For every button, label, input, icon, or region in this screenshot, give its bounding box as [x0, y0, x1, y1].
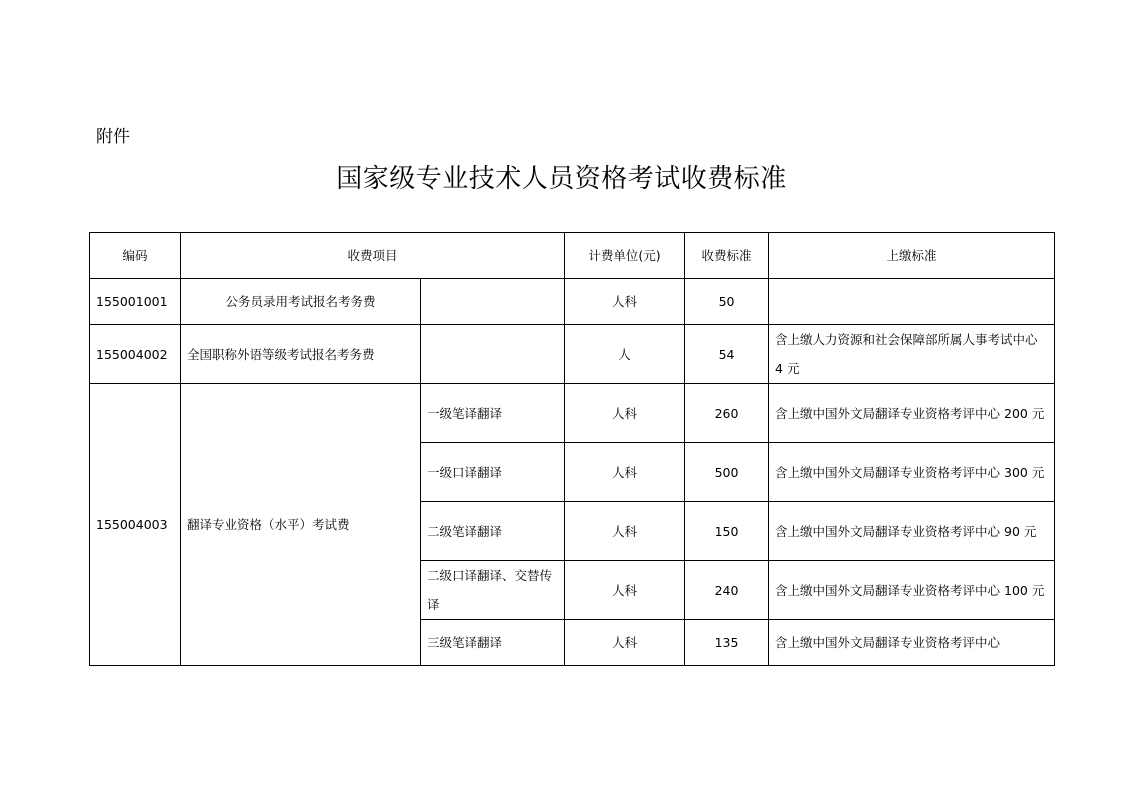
cell-unit: 人 [565, 325, 685, 384]
cell-subitem: 二级口译翻译、交替传译 [421, 561, 565, 620]
cell-standard: 500 [685, 443, 769, 502]
fee-table [89, 232, 1055, 666]
cell-unit: 人科 [565, 502, 685, 561]
cell-code: 155004003 [90, 384, 181, 666]
cell-unit: 人科 [565, 384, 685, 443]
table-row [90, 325, 1055, 384]
page-title: 国家级专业技术人员资格考试收费标准 [336, 164, 787, 194]
header-code: 编码 [90, 233, 181, 279]
cell-remit: 含上缴中国外文局翻译专业资格考评中心 90 元 [769, 502, 1055, 561]
cell-remit: 含上缴中国外文局翻译专业资格考评中心 [769, 620, 1055, 666]
header-unit: 计费单位(元) [565, 233, 685, 279]
cell-subitem: 三级笔译翻译 [421, 620, 565, 666]
cell-standard: 260 [685, 384, 769, 443]
cell-item: 公务员录用考试报名考务费 [181, 279, 421, 325]
cell-remit: 含上缴中国外文局翻译专业资格考评中心 100 元 [769, 561, 1055, 620]
attachment-label: 附件 [96, 127, 130, 147]
cell-subitem: 二级笔译翻译 [421, 502, 565, 561]
cell-unit: 人科 [565, 443, 685, 502]
cell-subitem: 一级笔译翻译 [421, 384, 565, 443]
cell-unit: 人科 [565, 561, 685, 620]
cell-code: 155001001 [90, 279, 181, 325]
table-row [90, 279, 1055, 325]
cell-standard: 135 [685, 620, 769, 666]
cell-remit: 含上缴中国外文局翻译专业资格考评中心 300 元 [769, 443, 1055, 502]
cell-unit: 人科 [565, 620, 685, 666]
cell-standard: 150 [685, 502, 769, 561]
cell-remit: 含上缴人力资源和社会保障部所属人事考试中心 4 元 [769, 325, 1055, 384]
cell-subitem: 一级口译翻译 [421, 443, 565, 502]
cell-item: 翻译专业资格（水平）考试费 [181, 384, 421, 666]
header-item: 收费项目 [181, 233, 565, 279]
cell-standard: 54 [685, 325, 769, 384]
cell-subitem [421, 325, 565, 384]
header-remit: 上缴标准 [769, 233, 1055, 279]
header-standard: 收费标准 [685, 233, 769, 279]
cell-standard: 50 [685, 279, 769, 325]
cell-remit [769, 279, 1055, 325]
cell-unit: 人科 [565, 279, 685, 325]
table-row [90, 384, 1055, 443]
cell-subitem [421, 279, 565, 325]
cell-standard: 240 [685, 561, 769, 620]
cell-code: 155004002 [90, 325, 181, 384]
cell-remit: 含上缴中国外文局翻译专业资格考评中心 200 元 [769, 384, 1055, 443]
cell-item: 全国职称外语等级考试报名考务费 [181, 325, 421, 384]
table-header-row [90, 233, 1055, 279]
